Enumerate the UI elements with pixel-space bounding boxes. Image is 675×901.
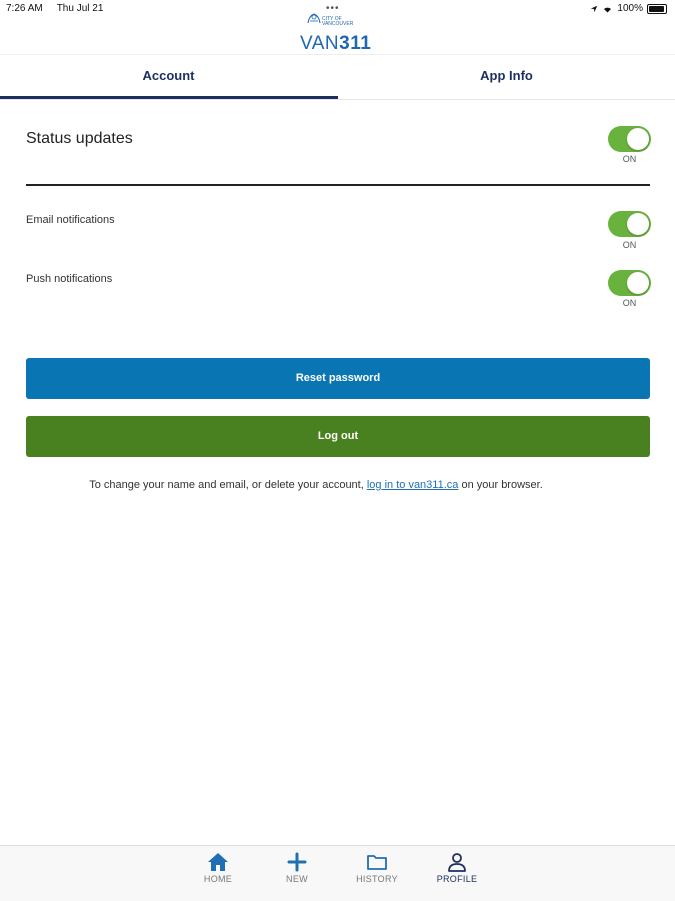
nav-profile[interactable] [429,852,485,884]
van311-logo [298,8,378,54]
wifi-icon [602,5,613,13]
bottom-nav [0,845,675,901]
home-icon [207,852,229,872]
toggle-knob [627,272,649,294]
status-updates-toggle[interactable] [608,126,651,152]
log-out-button[interactable]: Log out [26,416,650,457]
active-tab-indicator [0,96,338,99]
note-text-before: To change your name and email, or delete your account, [89,479,367,491]
toggle-knob [627,128,649,150]
logo-city-text [322,17,353,27]
toggle-knob [627,213,649,235]
plus-icon [286,852,308,872]
logo-city-of: CITY OF [322,16,342,22]
email-notifications-label: Email notifications [26,214,115,226]
person-icon [446,852,468,872]
push-notifications-state: ON [622,298,637,308]
status-right [590,3,667,14]
tab-account[interactable]: Account [142,68,195,83]
email-notifications-toggle[interactable] [608,211,651,237]
city-emblem-icon [306,11,322,25]
tab-bar [0,54,675,100]
status-updates-label: Status updates [26,130,133,147]
note-text-after: on your browser. [458,479,543,491]
push-notifications-label: Push notifications [26,273,113,285]
location-icon [590,5,598,13]
folder-icon [366,852,388,872]
reset-password-button[interactable]: Reset password [26,358,650,399]
tab-app-info[interactable]: App Info [480,68,533,83]
logo-city-name: VANCOUVER [322,21,354,27]
battery-icon [647,4,667,14]
nav-new[interactable] [269,852,325,884]
account-info-note [0,479,632,491]
status-time: 7:26 AM [6,3,43,14]
email-notifications-state: ON [622,240,637,250]
status-updates-state: ON [622,154,637,164]
nav-home[interactable] [190,852,246,884]
status-left [6,3,103,14]
status-date: Thu Jul 21 [56,3,104,14]
logo-wordmark [300,34,371,54]
nav-profile-label: PROFILE [436,874,478,884]
battery-percent: 100% [617,3,643,14]
push-notifications-toggle[interactable] [608,270,651,296]
nav-home-label: HOME [203,874,233,884]
nav-new-label: NEW [286,874,308,884]
multitasking-dots[interactable]: ••• [326,3,340,14]
van311-login-link[interactable]: log in to van311.ca [366,479,459,491]
section-divider [26,184,650,186]
nav-history-label: HISTORY [356,874,398,884]
logo-van: VAN [300,33,340,54]
nav-history[interactable] [349,852,405,884]
logo-311: 311 [339,33,372,54]
